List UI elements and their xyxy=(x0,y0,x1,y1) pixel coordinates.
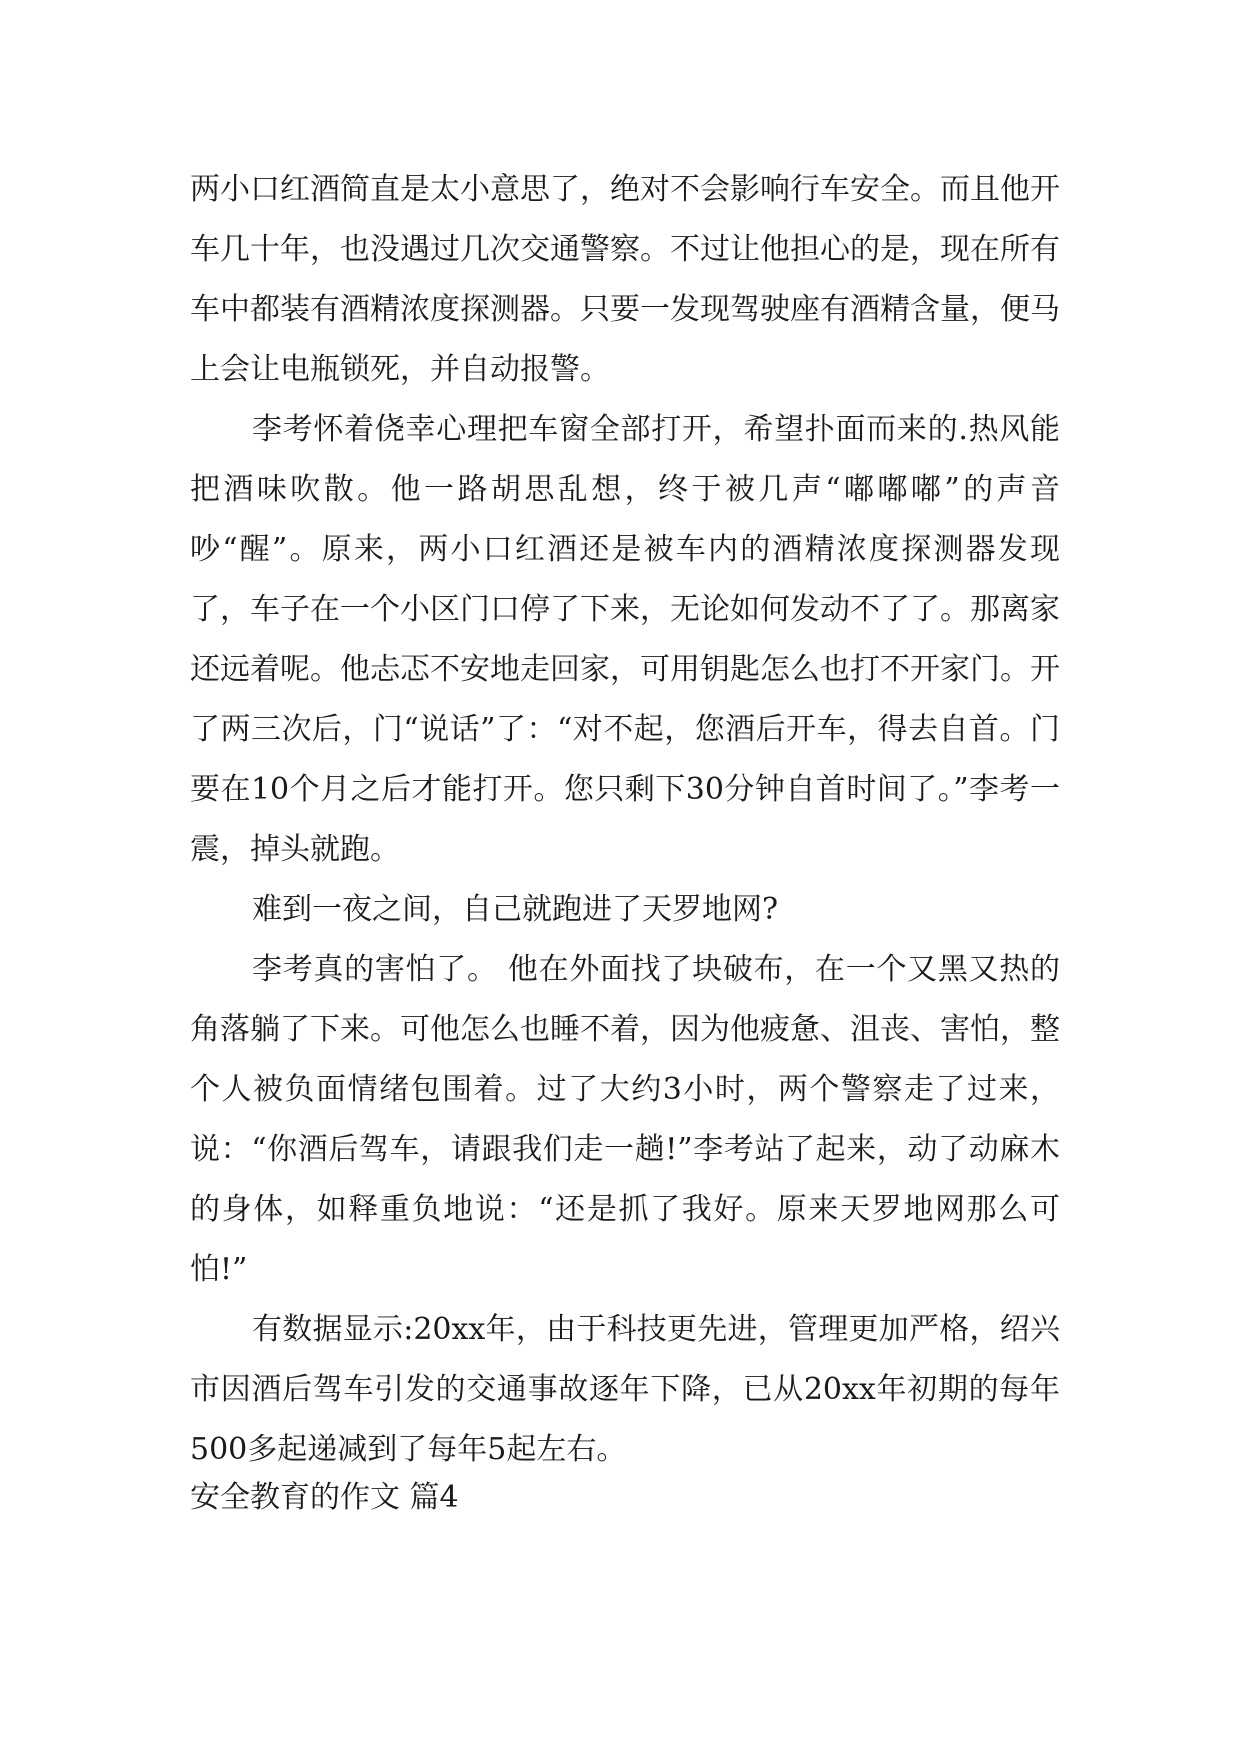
paragraph-4: 李考真的害怕了。 他在外面找了块破布，在一个又黑又热的角落躺了下来。可他怎么也睡不着，因为他疲惫、沮丧、害怕，整个人被负面情绪包围着。过了大约3小时，两个警察走了过来，说：“你酒后驾车，请跟我们走一趟!”李考站了起来，动了动麻木的身体，如释重负地说：“还是抓了我好。原来天罗地网那么可怕!” xyxy=(190,952,1060,1287)
section-heading: 安全教育的作文 篇4 xyxy=(190,1480,459,1515)
paragraph-1: 两小口红酒简直是太小意思了，绝对不会影响行车安全。而且他开车几十年，也没遇过几次交通警察。不过让他担心的是，现在所有车中都装有酒精浓度探测器。只要一发现驾驶座有酒精含量，便马上会让电瓶锁死，并自动报警。 xyxy=(190,172,1060,387)
paragraph-2: 李考怀着侥幸心理把车窗全部打开，希望扑面而来的.热风能把酒味吹散。他一路胡思乱想，终于被几声“嘟嘟嘟”的声音吵“醒”。原来，两小口红酒还是被车内的酒精浓度探测器发现了，车子在一个小区门口停了下来，无论如何发动不了了。那离家还远着呢。他忐忑不安地走回家，可用钥匙怎么也打不开家门。开了两三次后，门“说话”了：“对不起，您酒后开车，得去自首。门要在10个月之后才能打开。您只剩下30分钟自首时间了。”李考一震，掉头就跑。 xyxy=(190,412,1060,867)
body-text xyxy=(190,160,1060,1480)
paragraph-5: 有数据显示:20xx年，由于科技更先进，管理更加严格，绍兴市因酒后驾车引发的交通事故逐年下降，已从20xx年初期的每年500多起递减到了每年5起左右。 xyxy=(190,1312,1060,1467)
paragraph-3: 难到一夜之间，自己就跑进了天罗地网? xyxy=(252,892,779,927)
